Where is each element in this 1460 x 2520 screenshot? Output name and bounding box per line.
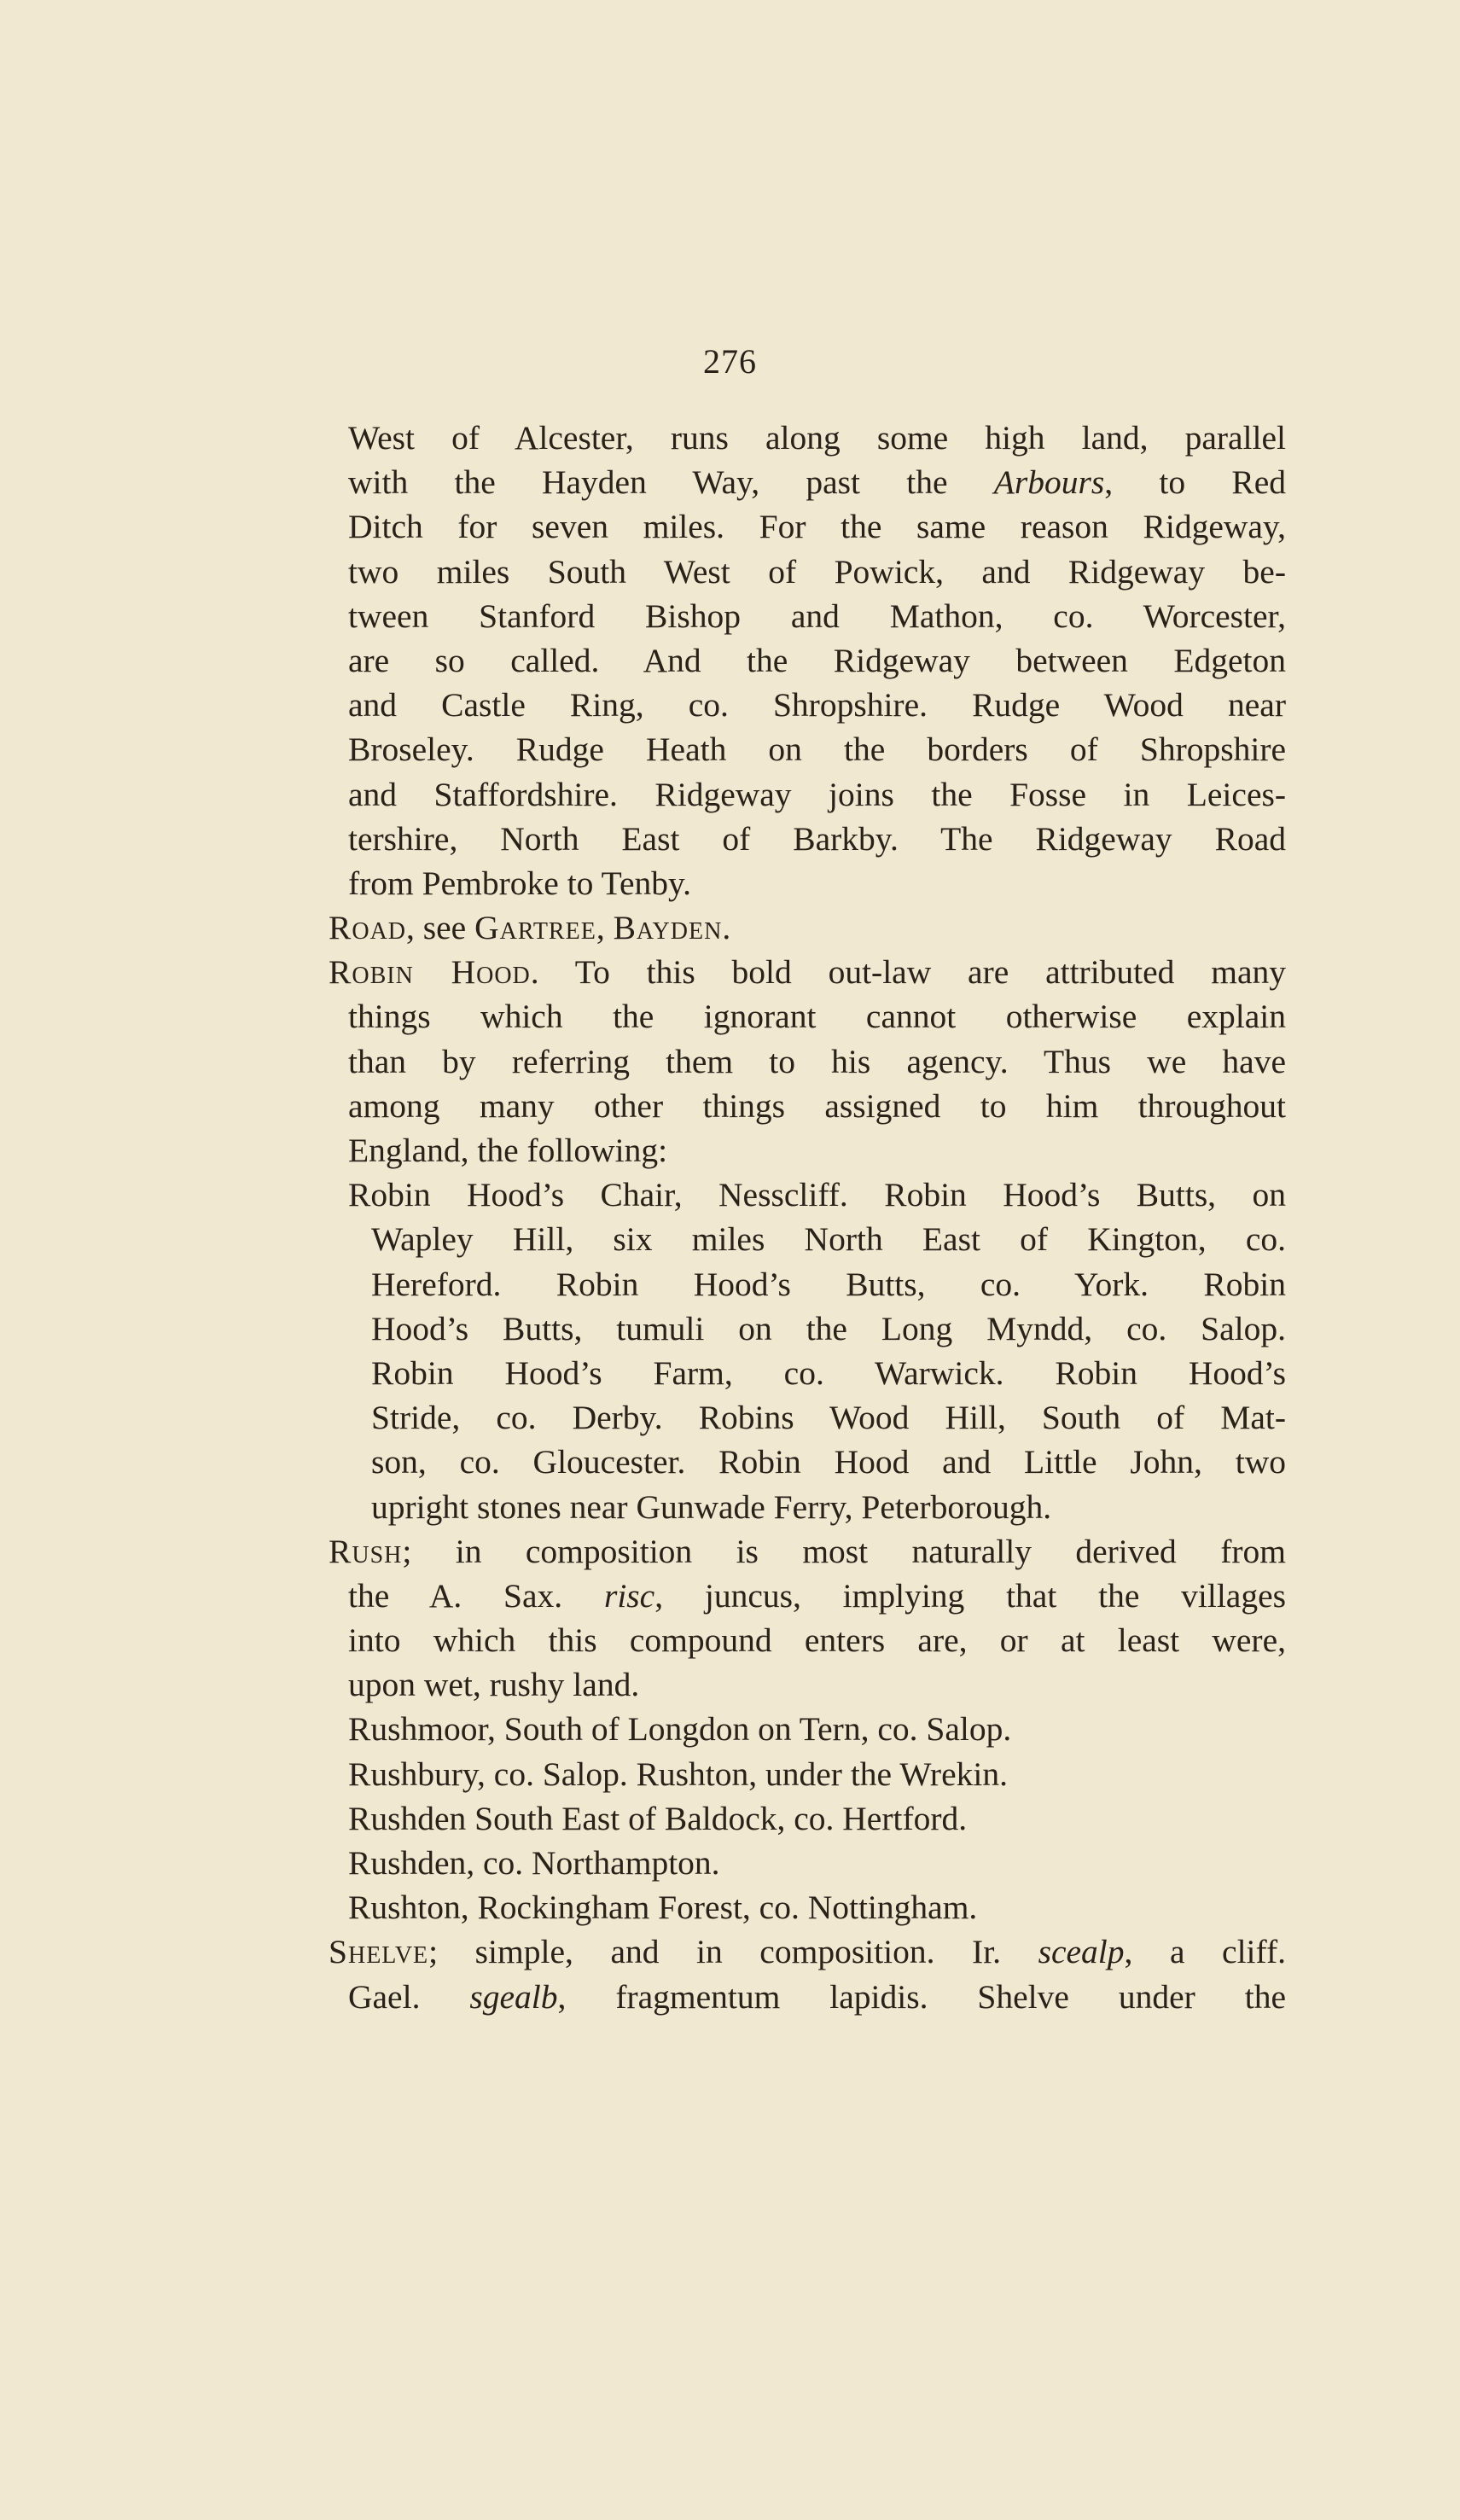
text-line bbox=[329, 550, 1286, 594]
text-segment: , to Red bbox=[1104, 463, 1286, 502]
text-line bbox=[329, 861, 1286, 905]
text-line bbox=[329, 1618, 1286, 1662]
text-line bbox=[329, 504, 1286, 549]
text-segment: Broseley. Rudge Heath on the borders of Shropshire bbox=[348, 730, 1286, 769]
text-line bbox=[329, 1262, 1286, 1307]
text-line bbox=[329, 1529, 1286, 1574]
text-line bbox=[329, 416, 1286, 460]
text-line bbox=[329, 1351, 1286, 1395]
text-segment: tershire, North East of Barkby. The Ridgeway Road bbox=[348, 819, 1286, 858]
text-segment: ; simple, and in composition. Ir. bbox=[428, 1933, 1038, 1971]
text-segment: and Staffordshire. Ridgeway joins the Fosse in Leices- bbox=[348, 775, 1286, 813]
text-segment: upright stones near Gunwade Ferry, Peterborough. bbox=[371, 1487, 1052, 1526]
body-text bbox=[329, 416, 1286, 2019]
text-line bbox=[329, 460, 1286, 504]
text-segment: Ditch for seven miles. For the same reason Ridgeway, bbox=[348, 508, 1286, 546]
italic-term: scealp bbox=[1038, 1933, 1125, 1971]
text-segment: , see bbox=[406, 909, 475, 947]
text-segment: from Pembroke to Tenby. bbox=[348, 864, 692, 902]
text-line bbox=[329, 817, 1286, 861]
text-segment: Wapley Hill, six miles North East of Kington, co. bbox=[371, 1220, 1286, 1259]
entry-headword: Gartree bbox=[474, 909, 596, 947]
text-segment: Rushden South East of Baldock, co. Hertford. bbox=[348, 1799, 968, 1837]
text-line bbox=[329, 638, 1286, 683]
text-segment: things which the ignorant cannot otherwise explain bbox=[348, 998, 1286, 1036]
text-line bbox=[329, 1440, 1286, 1484]
text-line bbox=[329, 1885, 1286, 1929]
text-segment: , juncus, implying that the villages bbox=[654, 1576, 1286, 1615]
page-number: 276 bbox=[703, 342, 757, 381]
text-segment: , a cliff. bbox=[1124, 1933, 1286, 1971]
text-line bbox=[329, 1039, 1286, 1084]
text-segment: Hood’s Butts, tumuli on the Long Myndd, co. Salop. bbox=[371, 1309, 1286, 1347]
text-segment: and Castle Ring, co. Shropshire. Rudge Wood near bbox=[348, 686, 1286, 725]
text-line bbox=[329, 1574, 1286, 1618]
italic-term: risc bbox=[603, 1576, 655, 1615]
text-segment: upon wet, rushy land. bbox=[348, 1666, 640, 1704]
text-segment: West of Alcester, runs along some high land, parallel bbox=[348, 419, 1286, 457]
italic-term: sgealb bbox=[469, 1977, 558, 2016]
entry-headword: Robin Hood bbox=[329, 953, 531, 992]
text-line bbox=[329, 994, 1286, 1039]
text-line bbox=[329, 727, 1286, 771]
text-segment: among many other things assigned to him throughout bbox=[348, 1086, 1286, 1125]
text-segment: Rushton, Rockingham Forest, co. Nottingham. bbox=[348, 1889, 978, 1927]
text-segment: ; in composition is most naturally derived from bbox=[402, 1532, 1286, 1570]
text-line bbox=[329, 1929, 1286, 1974]
text-line bbox=[329, 1841, 1286, 1885]
entry-headword: Shelve bbox=[329, 1933, 429, 1971]
text-segment: with the Hayden Way, past the bbox=[348, 463, 994, 502]
text-segment: Robin Hood’s Chair, Nesscliff. Robin Hood’s Butts, on bbox=[348, 1176, 1286, 1214]
text-line bbox=[329, 1217, 1286, 1261]
text-line bbox=[329, 1307, 1286, 1351]
text-segment: Rushmoor, South of Longdon on Tern, co. Salop. bbox=[348, 1710, 1012, 1749]
text-line bbox=[329, 594, 1286, 638]
text-line bbox=[329, 1128, 1286, 1173]
italic-term: Arbours bbox=[993, 463, 1105, 502]
text-segment: than by referring them to his agency. Thus we have bbox=[348, 1042, 1286, 1080]
text-segment: Stride, co. Derby. Robins Wood Hill, South of Mat- bbox=[371, 1399, 1286, 1437]
text-line bbox=[329, 1173, 1286, 1217]
text-line bbox=[329, 1395, 1286, 1440]
text-segment: into which this compound enters are, or at least were, bbox=[348, 1621, 1286, 1660]
entry-headword: Bayden bbox=[613, 909, 723, 947]
text-segment: Robin Hood’s Farm, co. Warwick. Robin Hood’s bbox=[371, 1353, 1286, 1392]
text-segment: . To this bold out-law are attributed many bbox=[530, 953, 1286, 992]
text-line bbox=[329, 950, 1286, 994]
text-line bbox=[329, 772, 1286, 817]
entry-headword: Rush bbox=[329, 1532, 403, 1570]
text-segment: Gael. bbox=[348, 1977, 470, 2016]
text-line bbox=[329, 683, 1286, 727]
text-line bbox=[329, 905, 1286, 950]
text-segment: Rushbury, co. Salop. Rushton, under the Wrekin. bbox=[348, 1755, 1008, 1793]
text-line bbox=[329, 1084, 1286, 1128]
text-segment: two miles South West of Powick, and Ridgeway be- bbox=[348, 552, 1286, 591]
text-segment: , fragmentum lapidis. Shelve under the bbox=[557, 1977, 1286, 2016]
text-line bbox=[329, 1975, 1286, 2019]
text-segment: Hereford. Robin Hood’s Butts, co. York. Robin bbox=[371, 1265, 1286, 1303]
text-line bbox=[329, 1707, 1286, 1751]
text-segment: . bbox=[722, 909, 731, 947]
text-segment: , bbox=[596, 909, 614, 947]
text-line bbox=[329, 1662, 1286, 1707]
text-line bbox=[329, 1796, 1286, 1841]
text-line bbox=[329, 1485, 1286, 1529]
text-segment: Rushden, co. Northampton. bbox=[348, 1844, 720, 1882]
text-segment: the A. Sax. bbox=[348, 1576, 604, 1615]
text-segment: tween Stanford Bishop and Mathon, co. Worcester, bbox=[348, 597, 1286, 635]
text-segment: are so called. And the Ridgeway between Edgeton bbox=[348, 641, 1286, 679]
text-segment: England, the following: bbox=[348, 1132, 668, 1169]
text-segment: son, co. Gloucester. Robin Hood and Little John, two bbox=[371, 1443, 1286, 1481]
text-line bbox=[329, 1752, 1286, 1796]
entry-headword: Road bbox=[329, 909, 407, 947]
